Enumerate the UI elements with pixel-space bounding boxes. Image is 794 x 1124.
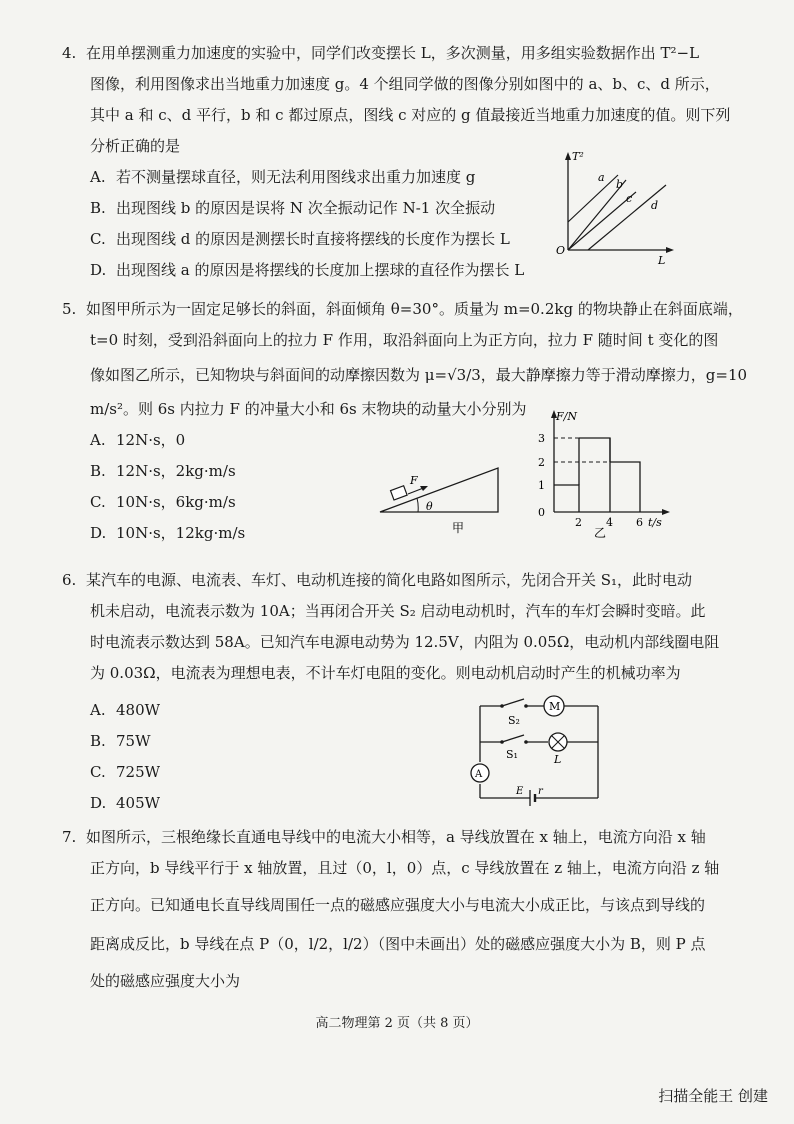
origin-label: O (556, 244, 566, 257)
x-axis-arrow (662, 509, 670, 515)
question-text-line: t=0 时刻，受到沿斜面向上的拉力 F 作用，取沿斜面向上为正方向，拉力 F 随时间 t 变化的图 (90, 331, 719, 349)
question-text-line: 其中 a 和 c、d 平行，b 和 c 都过原点，图线 c 对应的 g 值最接近当地重力加速度的值。则下列 (90, 106, 731, 124)
question-number: 5. (62, 300, 77, 318)
option-b: B. 12N·s，2kg·m/s (90, 462, 236, 480)
question-number: 7. (62, 828, 77, 846)
force-label: F (410, 474, 418, 487)
question-text-line: 如图所示，三根绝缘长直通电导线中的电流大小相等，a 导线放置在 x 轴上，电流方向沿 x 轴 (86, 828, 706, 846)
y-axis-label: T² (572, 150, 584, 163)
lamp-label: L (554, 753, 562, 766)
option-c: C. 10N·s，6kg·m/s (90, 493, 236, 511)
option-a: A. 480W (90, 701, 161, 719)
emf-label: E (516, 786, 524, 797)
option-b: B. 75W (90, 732, 151, 750)
block (391, 486, 408, 500)
option-c: C. 出现图线 d 的原因是测摆长时直接将摆线的长度作为摆长 L (90, 230, 510, 248)
question-text-line: 正方向。已知通电长直导线周围任一点的磁感应强度大小与电流大小成正比，与该点到导线的 (90, 896, 706, 914)
question-text-line: m/s²。则 6s 内拉力 F 的冲量大小和 6s 末物块的动量大小分别为 (90, 400, 527, 418)
line-label-c: c (626, 192, 633, 205)
option-a: A. 12N·s，0 (90, 431, 186, 449)
question-6 (62, 565, 734, 819)
figure-caption-yi: 乙 (594, 526, 607, 540)
question-text-line: 某汽车的电源、电流表、车灯、电动机连接的简化电路如图所示，先闭合开关 S₁，此时电动 (86, 571, 693, 589)
option-d: D. 405W (90, 794, 161, 812)
internal-resistance-label: r (538, 786, 543, 797)
x-axis-label: L (658, 254, 666, 265)
figure-caption-jia: 甲 (452, 521, 465, 535)
f-t-graph (526, 408, 676, 540)
option-d: D. 出现图线 a 的原因是将摆线的长度加上摆球的直径作为摆长 L (90, 261, 525, 279)
x-tick-4: 4 (606, 516, 613, 529)
scanner-watermark: 扫描全能王 创建 (658, 1087, 768, 1105)
s2-label: S₂ (508, 714, 520, 727)
question-text-line: 距离成反比，b 导线在点 P（0，l/2，l/2）（图中未画出）处的磁感应强度大小为 B，则 P 点 (90, 935, 706, 953)
question-text-line: 分析正确的是 (90, 137, 181, 155)
question-text-line: 机未启动，电流表示数为 10A；当再闭合开关 S₂ 启动电动机时，汽车的车灯会瞬时变暗。此 (90, 602, 706, 620)
switch-s1 (502, 735, 524, 742)
line-label-b: b (616, 178, 624, 191)
y-tick-2: 2 (538, 456, 545, 469)
ammeter-label: A (475, 769, 483, 780)
switch-s2 (502, 699, 524, 706)
x-tick-2: 2 (575, 516, 582, 529)
option-c: C. 725W (90, 763, 161, 781)
line-label-d: d (651, 199, 659, 212)
y-axis-arrow (565, 152, 571, 160)
segment-2-4s (579, 438, 610, 512)
question-7 (62, 822, 734, 997)
x-axis-label: t/s (648, 516, 662, 529)
question-text-line: 正方向，b 导线平行于 x 轴放置，且过（0，l，0）点，c 导线放置在 z 轴上，电流方向沿 z 轴 (90, 859, 720, 877)
angle-label: θ (426, 500, 433, 513)
x-axis-arrow (666, 247, 674, 253)
option-d: D. 10N·s，12kg·m/s (90, 524, 246, 542)
origin-label: 0 (538, 506, 545, 519)
t2-l-graph (548, 150, 678, 265)
angle-arc (417, 498, 418, 512)
question-number: 4. (62, 44, 77, 62)
segment-0-2s (554, 485, 579, 512)
question-text-line: 像如图乙所示，已知物块与斜面间的动摩擦因数为 μ=√3/3，最大静摩擦力等于滑动摩擦力，g=10 (90, 366, 748, 384)
question-text-line: 图像，利用图像求出当地重力加速度 g。4 个组同学做的图像分别如图中的 a、b、c、d 所示， (90, 75, 720, 93)
question-text-line: 时电流表示数达到 58A。已知汽车电源电动势为 12.5V，内阻为 0.05Ω，电动机内部线圈电阻 (90, 633, 720, 651)
option-a: A. 若不测量摆球直径，则无法利用图线求出重力加速度 g (90, 168, 476, 186)
line-label-a: a (598, 171, 605, 184)
x-tick-6: 6 (636, 516, 643, 529)
y-axis-label: F/N (556, 410, 577, 423)
motor-label: M (549, 700, 561, 713)
question-text-line: 在用单摆测重力加速度的实验中，同学们改变摆长 L，多次测量，用多组实验数据作出 T²−L (86, 44, 700, 62)
incline-figure (372, 460, 512, 540)
question-text-line: 处的磁感应强度大小为 (90, 972, 241, 990)
circuit-diagram (462, 694, 612, 806)
question-number: 6. (62, 571, 77, 589)
question-text-line: 为 0.03Ω，电流表为理想电表，不计车灯电阻的变化。则电动机启动时产生的机械功率为 (90, 664, 681, 682)
y-tick-1: 1 (538, 479, 545, 492)
option-b: B. 出现图线 b 的原因是误将 N 次全振动记作 N-1 次全振动 (90, 199, 496, 217)
page-footer: 高二物理第 2 页（共 8 页） (315, 1016, 479, 1031)
y-tick-3: 3 (538, 432, 545, 445)
segment-4-6s (610, 462, 640, 512)
s1-label: S₁ (506, 748, 518, 761)
question-text-line: 如图甲所示为一固定足够长的斜面，斜面倾角 θ=30°。质量为 m=0.2kg 的物块静止在斜面底端， (86, 300, 743, 318)
